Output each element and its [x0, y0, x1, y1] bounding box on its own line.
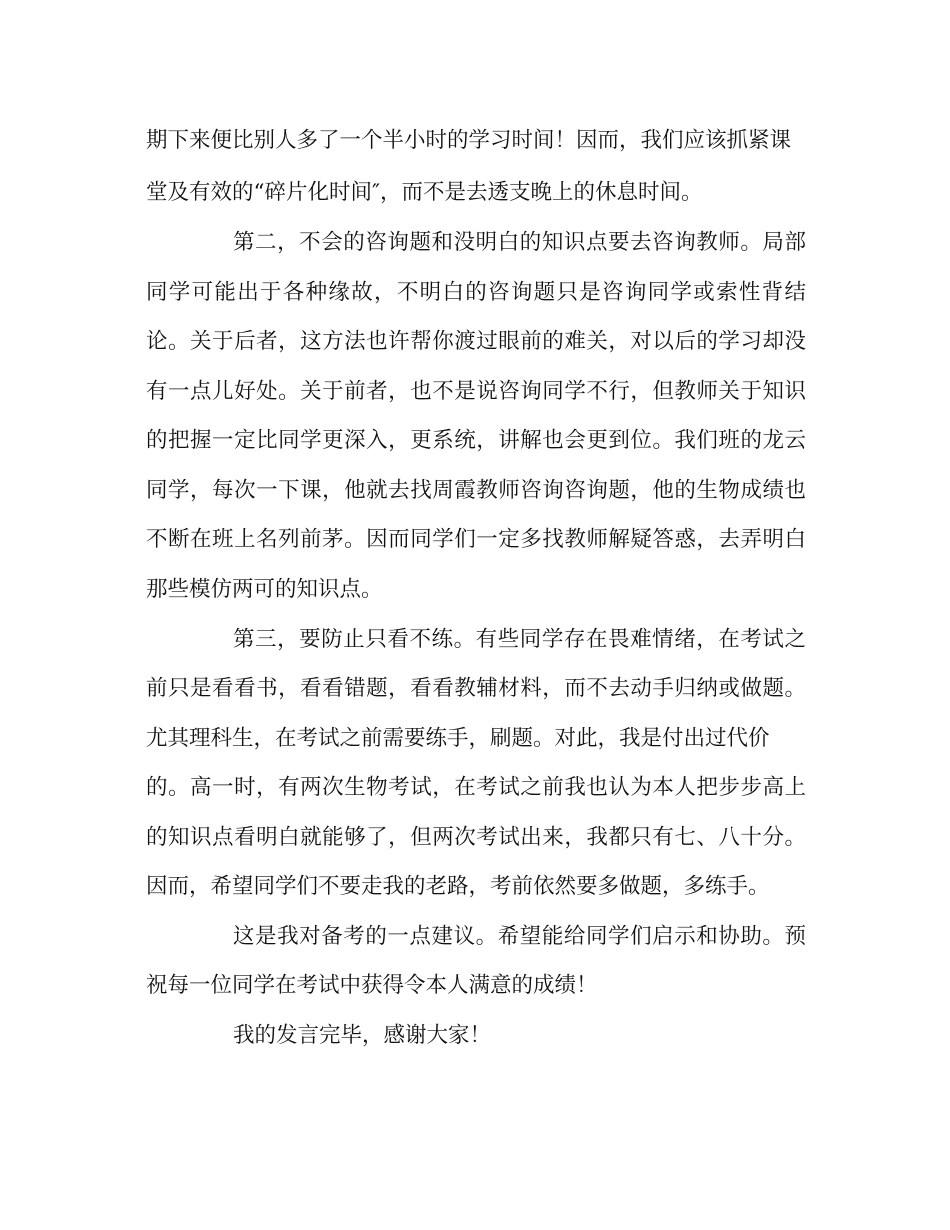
paragraph-line: 论。关于后者，这方法也许帮你渡过眼前的难关，对以后的学习却没 — [146, 329, 806, 354]
paragraph-line: 第二，不会的咨询题和没明白的知识点要去咨询教师。局部 — [233, 230, 806, 255]
paragraph-line: 不断在班上名列前茅。因而同学们一定多找教师解疑答惑，去弄明白 — [146, 527, 806, 552]
paragraph-line: 祝每一位同学在考试中获得令本人满意的成绩！ — [146, 973, 598, 998]
paragraph-line: 前只是看看书，看看错题，看看教辅材料，而不去动手归纳或做题。 — [146, 676, 806, 701]
paragraph-line: 那些模仿两可的知识点。 — [146, 577, 383, 602]
paragraph-line: 的把握一定比同学更深入，更系统，讲解也会更到位。我们班的龙云 — [146, 428, 806, 453]
paragraph-line: 尤其理科生，在考试之前需要练手，刷题。对此，我是付出过代价 — [146, 726, 770, 751]
paragraph-line: 同学，每次一下课，他就去找周霞教师咨询咨询题，他的生物成绩也 — [146, 478, 806, 503]
paragraph-line: 堂及有效的“碎片化时间″，而不是去透支晚上的休息时间。 — [146, 180, 703, 205]
paragraph-line: 因而，希望同学们不要走我的老路，考前依然要多做题，多练手。 — [146, 874, 770, 899]
paragraph-line: 第三，要防止只看不练。有些同学存在畏难情绪，在考试之 — [233, 627, 806, 652]
paragraph-line: 期下来便比别人多了一个半小时的学习时间！因而，我们应该抓紧课 — [146, 128, 792, 153]
closing-line: 我的发言完毕，感谢大家！ — [233, 1023, 492, 1048]
paragraph-line: 这是我对备考的一点建议。希望能给同学们启示和协助。预 — [233, 924, 806, 949]
paragraph-line: 的。高一时，有两次生物考试，在考试之前我也认为本人把步步高上 — [146, 775, 806, 800]
paragraph-line: 有一点儿好处。关于前者，也不是说咨询同学不行，但教师关于知识 — [146, 379, 806, 404]
paragraph-line: 的知识点看明白就能够了，但两次考试出来，我都只有七、八十分。 — [146, 825, 806, 850]
paragraph-line: 同学可能出于各种缘故，不明白的咨询题只是咨询同学或索性背结 — [146, 280, 806, 305]
